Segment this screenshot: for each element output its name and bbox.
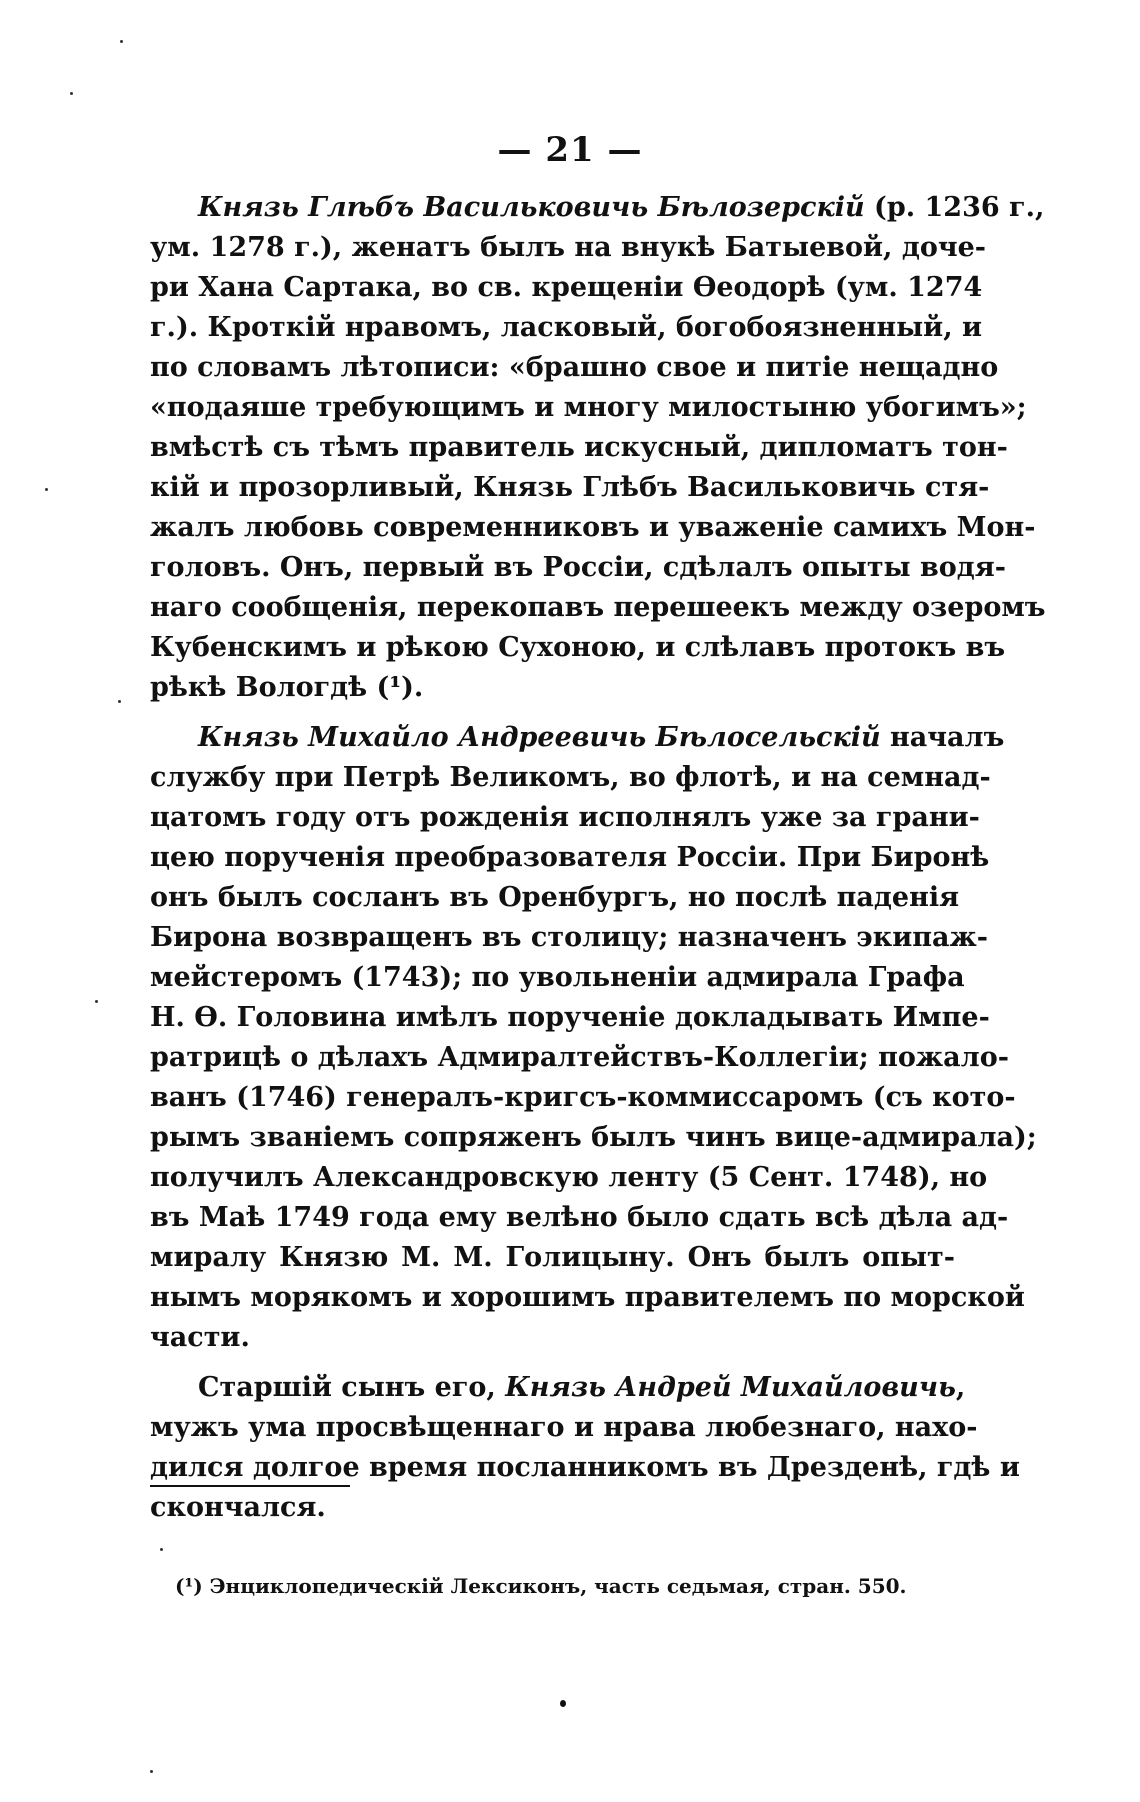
text-line xyxy=(150,798,980,838)
text-run: мужъ ума просвѣщеннаго и нрава любезнаго, нахо- xyxy=(150,1412,978,1443)
footnote: (¹) Энциклопедическій Лексиконъ, часть седьмая, стран. 550. xyxy=(175,1574,907,1598)
text-line xyxy=(150,878,960,918)
text-line xyxy=(150,1038,1009,1078)
text-run: ум. 1278 г.), женатъ былъ на внукѣ Батыевой, доче- xyxy=(150,232,986,263)
paragraph xyxy=(150,718,1037,1358)
scan-speck xyxy=(45,488,48,491)
text-run: миралу Князю М. М. Голицыну. Онъ былъ опыт- xyxy=(150,1242,955,1273)
text-line xyxy=(150,1158,988,1198)
text-line xyxy=(150,1448,1020,1488)
text-line xyxy=(150,1198,1009,1238)
text-run: дился долгое время посланникомъ въ Дрезденѣ, гдѣ и xyxy=(150,1452,1020,1483)
text-line xyxy=(150,228,986,268)
scan-speck xyxy=(560,1700,566,1707)
text-run: нымъ морякомъ и хорошимъ правителемъ по морской xyxy=(150,1282,1025,1313)
scan-speck xyxy=(120,40,123,43)
text-run: по словамъ лѣтописи: «брашно свое и питіе нещадно xyxy=(150,352,999,383)
text-line xyxy=(150,388,1027,428)
text-line xyxy=(150,308,983,348)
text-run: Бирона возвращенъ въ столицу; назначенъ экипаж- xyxy=(150,922,989,953)
paragraph xyxy=(150,188,1046,708)
text-run: Н. Ѳ. Головина имѣлъ порученіе докладывать Импе- xyxy=(150,1002,990,1033)
text-run: «подаяше требующимъ и многу милостыню убогимъ»; xyxy=(150,392,1027,423)
text-line xyxy=(150,838,990,878)
page-number: — 21 — xyxy=(497,130,643,170)
text-line xyxy=(150,1078,1016,1118)
paragraph-gap xyxy=(150,708,955,718)
text-line xyxy=(150,428,1008,468)
scan-speck xyxy=(70,92,73,95)
text-line xyxy=(150,918,989,958)
text-run: головъ. Онъ, первый въ Россіи, сдѣлалъ опыты водя- xyxy=(150,552,1006,583)
text-run: Кубенскимъ и рѣкою Сухоною, и слѣлавъ протокъ въ xyxy=(150,632,1006,663)
scan-speck xyxy=(118,700,121,703)
scan-speck xyxy=(150,1770,153,1773)
main-text xyxy=(150,188,1046,1528)
text-line xyxy=(150,958,965,998)
footnote-divider xyxy=(150,1485,350,1487)
text-line xyxy=(150,628,1006,668)
text-run: ри Хана Сартака, во св. крещеніи Ѳеодорѣ (ум. 1274 xyxy=(150,272,983,303)
text-line xyxy=(150,548,1006,588)
italic-name: Князь Андрей Михайловичь xyxy=(505,1372,956,1403)
text-run: ратрицѣ о дѣлахъ Адмиралтействъ-Коллегіи; пожало- xyxy=(150,1042,1009,1073)
text-run: получилъ Александровскую ленту (5 Сент. 1748), но xyxy=(150,1162,988,1193)
text-run: части. xyxy=(150,1322,250,1353)
italic-name: Князь Глѣбъ Васильковичь Бѣлозерскій xyxy=(198,192,865,223)
text-line xyxy=(150,998,990,1038)
paragraph xyxy=(150,1368,1020,1528)
text-line xyxy=(150,758,991,798)
text-line xyxy=(150,508,1036,548)
text-run: вмѣстѣ съ тѣмъ правитель искусный, дипломатъ тон- xyxy=(150,432,1008,463)
text-line xyxy=(150,348,999,388)
text-run: (р. 1236 г., xyxy=(864,192,1045,223)
text-run: началъ xyxy=(880,722,1005,753)
scan-speck xyxy=(160,1548,163,1551)
text-run: мейстеромъ (1743); по увольненіи адмирала Графа xyxy=(150,962,965,993)
text-line xyxy=(150,1118,1037,1158)
text-run: кій и прозорливый, Князь Глѣбъ Васильковичь стя- xyxy=(150,472,990,503)
text-line xyxy=(150,718,1005,758)
paragraph-gap xyxy=(150,1358,955,1368)
text-run: скончался. xyxy=(150,1492,326,1523)
text-line xyxy=(150,1368,966,1408)
text-line xyxy=(150,188,1045,228)
text-line xyxy=(150,1278,1025,1318)
text-run: онъ былъ сосланъ въ Оренбургъ, но послѣ паденія xyxy=(150,882,960,913)
text-run: въ Маѣ 1749 года ему велѣно было сдать всѣ дѣла ад- xyxy=(150,1202,1009,1233)
text-line xyxy=(150,268,983,308)
text-line xyxy=(150,1238,955,1278)
scan-speck xyxy=(95,1000,98,1003)
text-run: ванъ (1746) генералъ-кригсъ-коммиссаромъ (съ кото- xyxy=(150,1082,1016,1113)
text-run: рѣкѣ Вологдѣ (¹). xyxy=(150,672,424,703)
text-run: г.). Кроткій нравомъ, ласковый, богобоязненный, и xyxy=(150,312,983,343)
text-line xyxy=(150,668,955,708)
text-run: наго сообщенія, перекопавъ перешеекъ между озеромъ xyxy=(150,592,1046,623)
text-run: , xyxy=(955,1372,966,1403)
text-run: службу при Петрѣ Великомъ, во флотѣ, и на семнад- xyxy=(150,762,991,793)
text-run: Старшій сынъ его, xyxy=(198,1372,506,1403)
text-line xyxy=(150,1318,955,1358)
text-line xyxy=(150,468,990,508)
text-run: рымъ званіемъ сопряженъ былъ чинъ вице-адмирала); xyxy=(150,1122,1037,1153)
italic-name: Князь Михайло Андреевичь Бѣлосельскій xyxy=(198,722,881,753)
text-line xyxy=(150,588,1046,628)
text-line xyxy=(150,1408,978,1448)
text-run: цатомъ году отъ рожденія исполнялъ уже за грани- xyxy=(150,802,980,833)
text-run: цею порученія преобразователя Россіи. При Биронѣ xyxy=(150,842,990,873)
text-run: жалъ любовь современниковъ и уваженіе самихъ Мон- xyxy=(150,512,1036,543)
text-line xyxy=(150,1488,955,1528)
